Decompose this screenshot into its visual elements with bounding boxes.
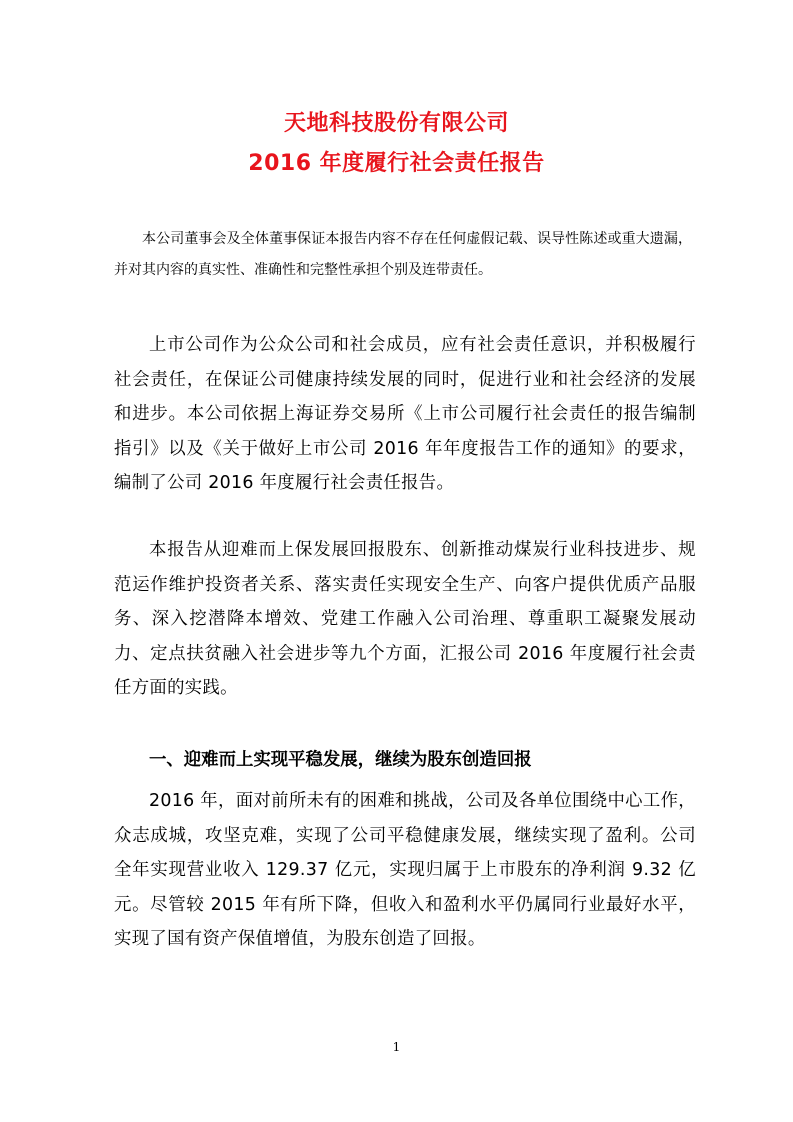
report-title: 2016 年度履行社会责任报告	[248, 151, 545, 176]
intro-paragraph: 上市公司作为公众公司和社会成员，应有社会责任意识，并积极履行社会责任，在保证公司健康持续发展的同时，促进行业和社会经济的发展和进步。本公司依据上海证券交易所《上市公司履行社会责任的报告编制指引》以及《关于做好上市公司 2016 年年度报告工作的通知》的要求，编制了公司 2016 年度履行社会责任报告。	[114, 335, 696, 493]
section-heading: 一、迎难而上实现平稳发展，继续为股东创造回报	[149, 750, 532, 770]
overview-paragraph: 本报告从迎难而上保发展回报股东、创新推动煤炭行业科技进步、规范运作维护投资者关系、落实责任实现安全生产、向客户提供优质产品服务、深入挖潜降本增效、党建工作融入公司治理、尊重职工凝聚发展动力、定点扶贫融入社会进步等九个方面，汇报公司 2016 年度履行社会责任方面的实践。	[114, 540, 696, 698]
section-paragraph: 2016 年，面对前所未有的困难和挑战，公司及各单位围绕中心工作，众志成城，攻坚克难，实现了公司平稳健康发展，继续实现了盈利。公司全年实现营业收入 129.37 亿元，实现归属于上市股东的净利润 9.32 亿元。尽管较 2015 年有所下降，但收入和盈利水平仍属同行业最好水平，实现了国有资产保值增值，为股东创造了回报。	[114, 791, 696, 949]
company-title: 天地科技股份有限公司	[283, 111, 509, 136]
page-number: 1	[392, 1040, 401, 1054]
disclaimer-text: 本公司董事会及全体董事保证本报告内容不存在任何虚假记载、误导性陈述或重大遗漏，并对其内容的真实性、准确性和完整性承担个别及连带责任。	[114, 231, 692, 278]
